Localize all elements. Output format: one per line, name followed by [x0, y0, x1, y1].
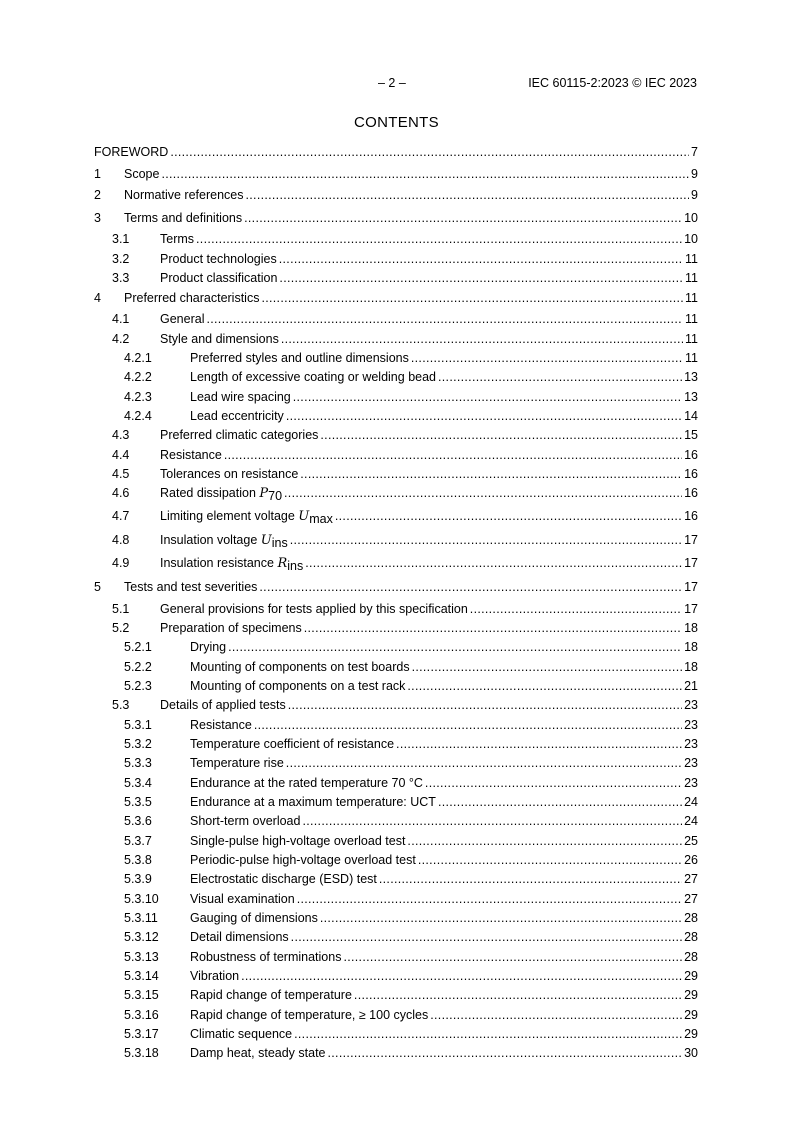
dot-leader	[411, 351, 683, 366]
toc-entry-title	[190, 988, 352, 1003]
toc-entry[interactable]	[94, 188, 698, 203]
toc-entry[interactable]	[94, 580, 698, 595]
toc-entry-title	[160, 467, 298, 482]
toc-entry[interactable]	[94, 252, 698, 267]
toc-entry[interactable]	[94, 167, 698, 182]
toc-entry-title	[160, 252, 277, 267]
dot-leader	[259, 580, 682, 595]
toc-entry-title-text: Tests and test severities	[124, 580, 258, 594]
dot-leader	[354, 988, 682, 1003]
dot-leader	[261, 291, 683, 306]
page-number: – 2 –	[378, 76, 406, 90]
toc-entry-number: 4.2.4	[124, 409, 152, 423]
dot-leader	[241, 969, 682, 984]
dot-leader	[430, 1008, 682, 1023]
dot-leader	[224, 448, 682, 463]
toc-entry-title-text: Style and dimensions	[160, 332, 279, 346]
toc-entry-number: 3.1	[112, 232, 130, 246]
toc-entry[interactable]	[94, 679, 698, 694]
toc-entry-title-text: Scope	[124, 167, 160, 181]
toc-entry-page: 23	[684, 698, 698, 712]
dot-leader	[279, 252, 683, 267]
toc-entry-number: 4.6	[112, 486, 130, 500]
toc-entry-page: 11	[685, 271, 698, 285]
toc-entry-title	[190, 930, 289, 945]
dot-leader	[196, 232, 682, 247]
toc-entry-page: 27	[684, 892, 698, 906]
toc-entry-number: 5.3.14	[124, 969, 159, 983]
toc-entry-title	[160, 486, 282, 501]
toc-entry-title-text: Single-pulse high-voltage overload test	[190, 834, 406, 848]
toc-entry-number: 4	[94, 291, 101, 305]
toc-entry[interactable]	[94, 892, 698, 907]
toc-entry-title	[124, 211, 242, 226]
toc-entry-title-text: Terms and definitions	[124, 211, 243, 225]
toc-entry-title-text: Periodic-pulse high-voltage overload test	[190, 853, 416, 867]
toc-entry-number: 5.3.10	[124, 892, 159, 906]
toc-entry-number: 5.3.16	[124, 1008, 159, 1022]
toc-entry-title	[190, 776, 423, 791]
toc-entry-title-text: Preparation of specimens	[160, 621, 302, 635]
toc-entry-title	[190, 950, 341, 965]
toc-entry[interactable]	[94, 145, 698, 160]
toc-entry-title	[190, 1008, 428, 1023]
toc-entry[interactable]	[94, 291, 698, 306]
toc-entry-page: 29	[684, 988, 698, 1002]
dot-leader	[379, 872, 682, 887]
toc-entry[interactable]	[94, 756, 698, 771]
math-subscript: ins	[287, 559, 304, 573]
toc-entry-number: 3.2	[112, 252, 130, 266]
toc-entry-title	[190, 892, 295, 907]
dot-leader	[328, 1046, 683, 1061]
dot-leader	[290, 533, 682, 548]
toc-entry-title	[190, 679, 405, 694]
toc-entry[interactable]	[94, 556, 698, 571]
toc-entry-number: 5.3.13	[124, 950, 159, 964]
toc-entry-title-text: Preferred styles and outline dimensions	[190, 351, 409, 365]
math-symbol: U	[298, 509, 310, 524]
toc-entry[interactable]	[94, 390, 698, 405]
toc-entry-title	[160, 556, 303, 571]
toc-entry-title-text: Short-term overload	[190, 814, 301, 828]
toc-entry-number: 4.4	[112, 448, 130, 462]
toc-entry-title-text: Preferred climatic categories	[160, 428, 319, 442]
math-symbol: U	[260, 533, 272, 548]
toc-entry-title-text: Details of applied tests	[160, 698, 286, 712]
toc-entry[interactable]	[94, 698, 698, 713]
toc-entry-title-text: Product technologies	[160, 252, 277, 266]
dot-leader	[291, 930, 682, 945]
toc-entry-number: 5.3.7	[124, 834, 152, 848]
toc-entry-number: 4.2.2	[124, 370, 152, 384]
toc-entry-title-text: Detail dimensions	[190, 930, 289, 944]
dot-leader	[286, 409, 682, 424]
dot-leader	[228, 640, 682, 655]
toc-entry-title-text: Damp heat, steady state	[190, 1046, 326, 1060]
toc-entry[interactable]	[94, 602, 698, 617]
dot-leader	[286, 756, 682, 771]
math-subscript: ins	[271, 536, 288, 550]
toc-entry[interactable]	[94, 1027, 698, 1042]
toc-entry-page: 25	[684, 834, 698, 848]
toc-entry-title-text: Tolerances on resistance	[160, 467, 299, 481]
toc-entry-title-text: Endurance at a maximum temperature: UCT	[190, 795, 436, 809]
toc-entry-title-text: Rapid change of temperature, ≥ 100 cycles	[190, 1008, 429, 1022]
dot-leader	[302, 814, 682, 829]
toc-entry-number: 4.7	[112, 509, 130, 523]
toc-entry-page: 17	[684, 556, 698, 570]
dot-leader	[254, 718, 682, 733]
toc-entry-title-text: Endurance at the rated temperature 70 °C	[190, 776, 423, 790]
toc-entry-page: 29	[684, 1008, 698, 1022]
toc-entry[interactable]	[94, 428, 698, 443]
toc-entry-title-text: Normative references	[124, 188, 244, 202]
toc-entry-title	[160, 232, 194, 247]
dot-leader	[470, 602, 682, 617]
toc-entry[interactable]	[94, 370, 698, 385]
toc-entry-number: 5.1	[112, 602, 130, 616]
toc-entry-page: 16	[684, 467, 698, 481]
toc-entry-title-text: Insulation resistance	[160, 556, 278, 570]
toc-entry-page: 23	[684, 737, 698, 751]
toc-entry-title	[160, 312, 204, 327]
toc-entry-title-text: Product classification	[160, 271, 278, 285]
toc-entry-title-text: Rapid change of temperature	[190, 988, 352, 1002]
toc-entry-title	[190, 370, 436, 385]
toc-entry-page: 29	[684, 1027, 698, 1041]
dot-leader	[294, 1027, 682, 1042]
toc-entry-page: 29	[684, 969, 698, 983]
math-subscript: 70	[268, 489, 283, 503]
dot-leader	[425, 776, 682, 791]
dot-leader	[304, 621, 682, 636]
toc-entry-page: 11	[685, 351, 698, 365]
toc-entry-page: 23	[684, 718, 698, 732]
toc-entry-title-text: Electrostatic discharge (ESD) test	[190, 872, 377, 886]
toc-entry[interactable]	[94, 872, 698, 887]
toc-entry-page: 9	[691, 188, 698, 202]
toc-entry-title	[190, 814, 300, 829]
toc-entry-title-text: Temperature coefficient of resistance	[190, 737, 395, 751]
toc-entry-number: 5.3.6	[124, 814, 152, 828]
toc-entry-title	[190, 660, 410, 675]
toc-entry-number: 5.3.4	[124, 776, 152, 790]
toc-entry[interactable]	[94, 621, 698, 636]
toc-entry-title-text: Terms	[160, 232, 195, 246]
toc-entry-page: 18	[684, 621, 698, 635]
toc-entry-page: 10	[684, 232, 698, 246]
toc-entry[interactable]	[94, 814, 698, 829]
toc-entry-title	[190, 718, 252, 733]
toc-entry-title	[160, 509, 333, 524]
toc-entry-title-text: Length of excessive coating or welding bead	[190, 370, 436, 384]
toc-entry-title-text: Mounting of components on test boards	[190, 660, 410, 674]
toc-entry-page: 9	[691, 167, 698, 181]
toc-entry[interactable]	[94, 351, 698, 366]
toc-entry-page: 26	[684, 853, 698, 867]
toc-entry[interactable]	[94, 988, 698, 1003]
dot-leader	[293, 390, 682, 405]
math-symbol: P	[259, 486, 269, 501]
toc-entry-number: 3	[94, 211, 101, 225]
toc-entry[interactable]	[94, 660, 698, 675]
toc-entry-title	[190, 409, 284, 424]
toc-entry-number: 5.3.17	[124, 1027, 159, 1041]
toc-entry-title-text: Gauging of dimensions	[190, 911, 318, 925]
toc-entry-title-text: Insulation voltage	[160, 533, 261, 547]
toc-entry-title	[190, 756, 284, 771]
toc-entry-page: 7	[691, 145, 698, 159]
toc-entry-page: 23	[684, 756, 698, 770]
toc-entry-page: 15	[684, 428, 698, 442]
toc-entry-number: 5.3.1	[124, 718, 152, 732]
toc-entry-title-text: Robustness of terminations	[190, 950, 342, 964]
toc-entry-number: 5.3	[112, 698, 130, 712]
toc-entry[interactable]	[94, 1046, 698, 1061]
toc-entry-title-text: Drying	[190, 640, 227, 654]
toc-entry-title-text: Preferred characteristics	[124, 291, 260, 305]
toc-entry-title-text: Vibration	[190, 969, 240, 983]
toc-entry-page: 18	[684, 660, 698, 674]
toc-entry-number: 4.8	[112, 533, 130, 547]
toc-entry-title	[160, 621, 302, 636]
toc-entry-page: 11	[685, 332, 698, 346]
dot-leader	[206, 312, 683, 327]
toc-entry[interactable]	[94, 332, 698, 347]
toc-entry-title	[124, 167, 159, 182]
toc-entry-page: 27	[684, 872, 698, 886]
toc-entry-number: 5.3.9	[124, 872, 152, 886]
toc-entry-page: 24	[684, 795, 698, 809]
toc-entry-page: 23	[684, 776, 698, 790]
toc-entry-title-text: Resistance	[190, 718, 252, 732]
toc-entry-title-text: Limiting element voltage	[160, 509, 299, 523]
math-symbol: R	[277, 556, 288, 571]
toc-entry-page: 30	[684, 1046, 698, 1060]
toc-entry-number: 5.3.3	[124, 756, 152, 770]
dot-leader	[335, 509, 682, 524]
toc-entry-page: 16	[684, 448, 698, 462]
toc-entry-number: 5.3.12	[124, 930, 159, 944]
dot-leader	[244, 211, 682, 226]
dot-leader	[279, 271, 683, 286]
toc-entry-title	[190, 640, 226, 655]
dot-leader	[246, 188, 690, 203]
toc-entry-title-text: Visual examination	[190, 892, 295, 906]
toc-entry-title	[190, 853, 416, 868]
toc-entry-page: 11	[685, 291, 698, 305]
toc-entry[interactable]	[94, 232, 698, 247]
toc-entry-title	[190, 834, 405, 849]
toc-entry[interactable]	[94, 776, 698, 791]
toc-entry-title-text: Mounting of components on a test rack	[190, 679, 406, 693]
toc-entry-page: 21	[684, 679, 698, 693]
toc-entry-number: 5.3.15	[124, 988, 159, 1002]
toc-entry-page: 13	[684, 370, 698, 384]
toc-entry[interactable]	[94, 930, 698, 945]
toc-entry[interactable]	[94, 911, 698, 926]
toc-entry[interactable]	[94, 853, 698, 868]
toc-entry-title	[190, 795, 436, 810]
toc-entry-page: 18	[684, 640, 698, 654]
dot-leader	[320, 428, 682, 443]
toc-entry[interactable]	[94, 1008, 698, 1023]
toc-entry-title	[160, 271, 277, 286]
toc-entry-number: 4.2.1	[124, 351, 152, 365]
toc-entry-title	[160, 332, 279, 347]
dot-leader	[161, 167, 689, 182]
toc-entry[interactable]	[94, 718, 698, 733]
toc-entry-title	[124, 291, 259, 306]
toc-entry[interactable]	[94, 509, 698, 524]
dot-leader	[281, 332, 683, 347]
toc-entry[interactable]	[94, 533, 698, 548]
toc-entry-number: 5.2.2	[124, 660, 152, 674]
toc-entry-title	[190, 1046, 326, 1061]
toc-entry-page: 16	[684, 509, 698, 523]
toc-entry[interactable]	[94, 448, 698, 463]
toc-entry-page: 11	[685, 312, 698, 326]
toc-entry-title	[94, 145, 168, 160]
toc-entry-number: 4.5	[112, 467, 130, 481]
dot-leader	[418, 853, 682, 868]
toc-entry-page: 16	[684, 486, 698, 500]
toc-entry-page: 17	[684, 602, 698, 616]
toc-entry-number: 5.3.5	[124, 795, 152, 809]
toc-entry-title	[160, 698, 286, 713]
dot-leader	[407, 679, 682, 694]
toc-entry[interactable]	[94, 467, 698, 482]
dot-leader	[320, 911, 682, 926]
dot-leader	[288, 698, 682, 713]
toc-entry-title	[124, 188, 244, 203]
toc-entry-title	[190, 969, 239, 984]
toc-entry-title-text: Resistance	[160, 448, 222, 462]
toc-entry-title-text: Rated dissipation	[160, 486, 260, 500]
toc-entry-title	[190, 911, 318, 926]
dot-leader	[284, 486, 682, 501]
toc-entry-title	[190, 737, 394, 752]
toc-entry-number: 4.2	[112, 332, 130, 346]
dot-leader	[412, 660, 683, 675]
toc-entry[interactable]	[94, 795, 698, 810]
toc-entry-title-text: Lead eccentricity	[190, 409, 284, 423]
toc-entry-number: 5.3.8	[124, 853, 152, 867]
toc-entry-page: 10	[684, 211, 698, 225]
toc-entry-title-text: FOREWORD	[94, 145, 169, 159]
toc-entry-title	[160, 428, 318, 443]
dot-leader	[305, 556, 682, 571]
page-header	[0, 76, 793, 92]
toc-entry-number: 5	[94, 580, 101, 594]
toc-entry[interactable]	[94, 312, 698, 327]
toc-entry-title	[190, 351, 409, 366]
dot-leader	[170, 145, 689, 160]
toc-entry-number: 5.3.11	[124, 911, 158, 925]
toc-entry-title-text: General	[160, 312, 205, 326]
toc-entry-number: 3.3	[112, 271, 130, 285]
toc-entry-title-text: Climatic sequence	[190, 1027, 293, 1041]
toc-entry[interactable]	[94, 486, 698, 501]
toc-entry[interactable]	[94, 640, 698, 655]
toc-entry-number: 5.2.1	[124, 640, 152, 654]
toc-entry-number: 2	[94, 188, 101, 202]
toc-entry-number: 4.2.3	[124, 390, 152, 404]
toc-entry[interactable]	[94, 737, 698, 752]
dot-leader	[343, 950, 682, 965]
dot-leader	[438, 370, 682, 385]
toc-entry[interactable]	[94, 211, 698, 226]
toc-entry-title	[190, 1027, 292, 1042]
toc-entry-number: 5.3.2	[124, 737, 152, 751]
toc-entry-page: 13	[684, 390, 698, 404]
toc-entry-page: 11	[685, 252, 698, 266]
toc-entry-title-text: Temperature rise	[190, 756, 284, 770]
toc-entry-number: 4.3	[112, 428, 130, 442]
toc-entry-title	[160, 533, 288, 548]
toc-entry-page: 17	[684, 580, 698, 594]
toc-entry-title-text: Lead wire spacing	[190, 390, 291, 404]
toc-entry-title	[190, 390, 291, 405]
toc-entry-title	[160, 448, 222, 463]
toc-entry-number: 1	[94, 167, 101, 181]
toc-entry[interactable]	[94, 271, 698, 286]
toc-entry-page: 28	[684, 930, 698, 944]
toc-entry[interactable]	[94, 950, 698, 965]
toc-entry-page: 17	[684, 533, 698, 547]
toc-entry-page: 24	[684, 814, 698, 828]
toc-entry-title	[190, 872, 377, 887]
dot-leader	[396, 737, 682, 752]
toc-entry-number: 4.1	[112, 312, 130, 326]
toc-entry-title	[160, 602, 468, 617]
toc-entry-title-text: General provisions for tests applied by this specification	[160, 602, 468, 616]
toc-entry-number: 5.3.18	[124, 1046, 159, 1060]
toc-entry[interactable]	[94, 409, 698, 424]
toc-entry-number: 5.2.3	[124, 679, 152, 693]
toc-entry-page: 28	[684, 911, 698, 925]
math-subscript: max	[309, 512, 333, 526]
standard-reference: IEC 60115-2:2023 © IEC 2023	[528, 76, 697, 90]
toc-entry-number: 4.9	[112, 556, 130, 570]
contents-title: CONTENTS	[354, 114, 439, 131]
toc-entry[interactable]	[94, 834, 698, 849]
toc-entry-page: 14	[684, 409, 698, 423]
toc-entry-page: 28	[684, 950, 698, 964]
toc-entry[interactable]	[94, 969, 698, 984]
dot-leader	[438, 795, 682, 810]
dot-leader	[300, 467, 682, 482]
dot-leader	[407, 834, 682, 849]
dot-leader	[297, 892, 682, 907]
toc-entry-title	[124, 580, 257, 595]
toc-entry-number: 5.2	[112, 621, 130, 635]
